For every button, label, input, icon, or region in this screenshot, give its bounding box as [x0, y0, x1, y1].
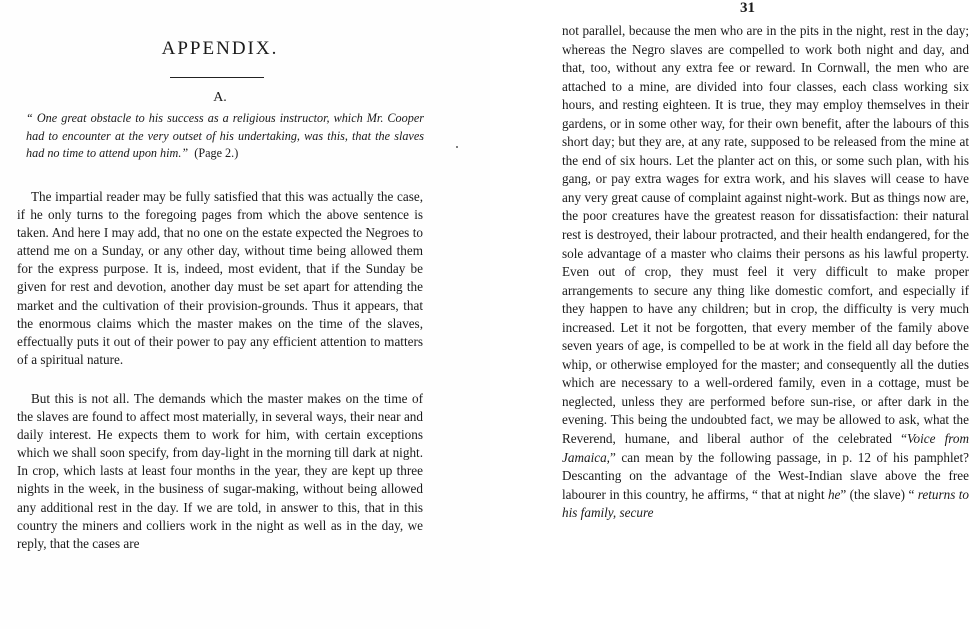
continued-text: not parallel, because the men who are in the pits in the night, rest in the day; whereas the Negro slaves are compelled to work both night and day, and that, too, without any extra fee or reward. In Cornwall, the men who are attached to a mine, are divided into four classes, each class working six hours, and resting eighteen. It is true, they may employ themselves in their gardens, or in some other way, for their own benefit, after the labours of this short day; but they are, at any rate, supposed to be released from the mine at the end of six hours. Let the planter act on this, or some such plan, with his gang, or pay extra wages for extra work, and his slaves will cease to have any very great cause of complaint against night-work. But as things now are, the poor creatures have the greatest reason for dissatisfaction: their natural rest is destroyed, their labour protracted, and their health endangered, for the sole advantage of a master who claims their persons as his lawful property. Even out of crop, they must feel it very difficult to make proper arrangements to secure any thing like domestic comfort, and especially if they happen to have any children; but in crop, the difficulty is very much increased. Let it not be forgotten, that every member of the family above seven years of age, is compelled to be at work in the field all day before the whip, or otherwise employed for the master; and consequently all the duties which are necessary to a well-ordered family, even in a cottage, must be neglected, unless they are performed before sun-rise, or after dark in the evening. This being the undoubted fact, we may be allowed to ask, what the Reverend, humane, and liberal author of the celebrated “ [562, 23, 969, 447]
appendix-title: APPENDIX. [161, 38, 279, 59]
book-title: Voice from Jamaica, [562, 431, 970, 465]
epigraph-quote [26, 110, 424, 163]
quote-text: “ One great obstacle to his success as a religious instructor, which Mr. Cooper had to encounter at the very outset of his undertaking, was this, that the slaves had no time to attend upon him.” [26, 111, 424, 160]
continued-paragraph [562, 22, 969, 523]
margin-speck [456, 146, 458, 148]
paragraph-1: The impartial reader may be fully satisfied that this was actually the case, if he only turns to the foregoing pages from which the above sentence is taken. And here I may add, that no one on the estate expected the Negroes to attend me on a Sunday, or any other day, without time being allowed them for the express purpose. It is, indeed, most evident, that if the Sunday be given for rest and devotion, another day must be set apart for attending the market and the cultivation of their provision-grounds. Thus it appears, that the enormous claims which the master makes on the time of the slaves, effectually puts it out of their power to pay any efficient attention to matters of a spiritual nature. [17, 189, 423, 367]
emphasis-he: he [827, 486, 841, 502]
paragraph-2: But this is not all. The demands which the master makes on the time of the slaves are found to affect most materially, in several ways, their near and daily interest. He expects them to work for him, with certain exceptions which we shall soon specify, from day-light in the morning till dark at night. In crop, which lasts at least four months in the year, they are kept up three nights in the week, in the business of sugar-making, without being allowed any additional rest in the day. If we are told, in answer to this, that in this country the miners and colliers work in the night as well as in the day, we reply, that the cases are [17, 391, 423, 551]
title-rule [170, 77, 264, 78]
continued-text-2: ” can mean by the following passage, in p. 12 of his pamphlet? Descanting on the advantage of the West-Indian slave above the free labourer in this country, he affirms, “ that at night [562, 449, 969, 502]
italic-ending: returns to his family, secure [562, 486, 970, 521]
quote-page-ref: (Page 2.) [194, 146, 239, 160]
section-letter: A. [213, 90, 227, 105]
continued-text-3: ” (the slave) “ [840, 486, 915, 502]
right-page [490, 0, 980, 629]
page-number: 31 [740, 0, 755, 16]
